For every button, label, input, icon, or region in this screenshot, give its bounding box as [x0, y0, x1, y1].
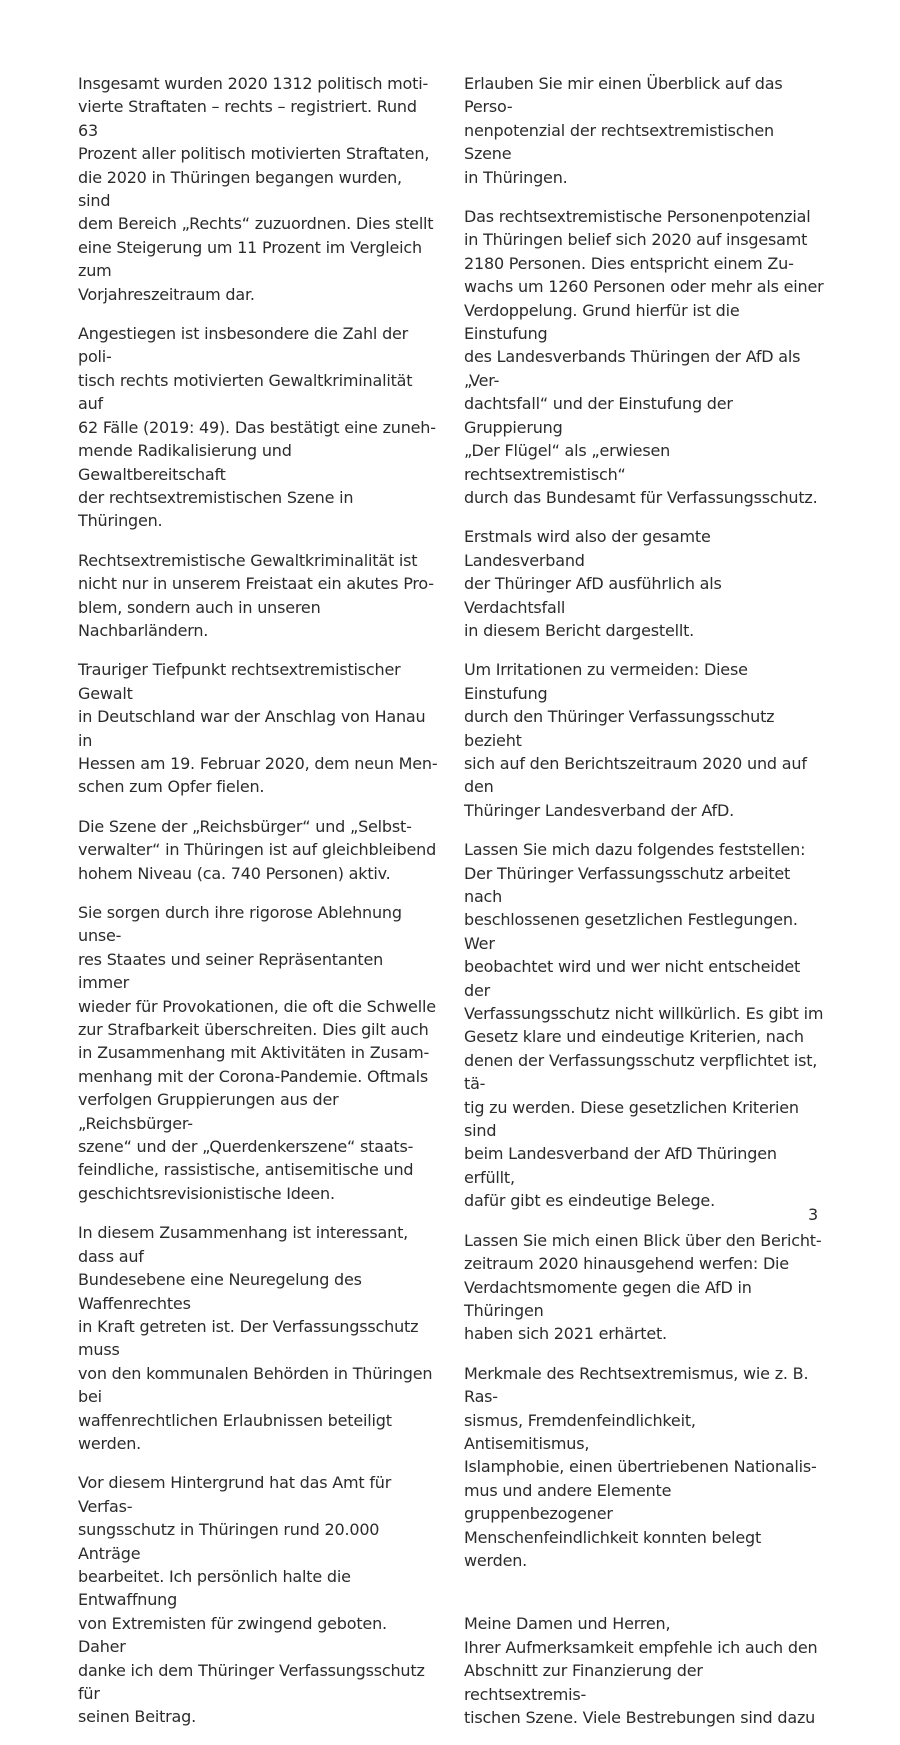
left-column — [78, 72, 438, 1745]
paragraph-15: Merkmale des Rechtsextremismus, wie z. B. Ras- sismus, Fremdenfeindlichkeit, Antisemitismus, Islamphobie, einen übertriebenen Nationalis- mus und andere Elemente gruppenbezogener Menschenfeindlichkeit konnten belegt werden. — [464, 1363, 817, 1570]
paragraph-10: Das rechtsextremistische Personenpotenzial in Thüringen belief sich 2020 auf insgesamt 2180 Personen. Dies entspricht einem Zu- wachs um 1260 Personen oder mehr als einer Verdoppelung. Grund hierfür ist die Einstufung des Landesverbands Thüringen der AfD als „Ver- dachtsfall“ und der Einstufung der Gruppierung „Der Flügel“ als „erwiesen rechtsextremistisch“ durch das Bundesamt für Verfassungsschutz. — [464, 207, 824, 507]
paragraph-3: Rechtsextremistische Gewaltkriminalität ist nicht nur in unserem Freistaat ein akutes Pro- blem, sondern auch in unseren Nachbarländern. — [78, 550, 434, 640]
paragraph-16: Meine Damen und Herren, Ihrer Aufmerksamkeit empfehle ich auch den Abschnitt zur Finanzierung der rechtsextremis- tischen Szene. Viele Bestrebungen sind dazu — [464, 1614, 818, 1727]
paragraph-6: Sie sorgen durch ihre rigorose Ablehnung unse- res Staates und seiner Repräsentanten immer wieder für Provokationen, die oft die Schwelle zur Strafbarkeit überschreiten. Dies gilt auch in Zusammenhang mit Aktivitäten in Zusam- menhang mit der Corona-Pandemie. Oftmals verfolgen Gruppierungen aus der „Reichsbürger- szene“ und der „Querdenkerszene“ staats- feindliche, rassistische, antisemitische und geschichtsrevisionistische Ideen. — [78, 903, 436, 1203]
paragraph-12: Um Irritationen zu vermeiden: Diese Einstufung durch den Thüringer Verfassungsschutz bezieht sich auf den Berichtszeitraum 2020 und auf den Thüringer Landesverband der AfD. — [464, 660, 807, 820]
paragraph-13: Lassen Sie mich dazu folgendes feststellen: Der Thüringer Verfassungsschutz arbeitet nach beschlossenen gesetzlichen Festlegungen. Wer beobachtet wird und wer nicht entscheidet der Verfassungsschutz nicht willkürlich. Es gibt im Gesetz klare und eindeutige Kriterien, nach denen der Verfassungsschutz verpflichtet ist, tä- tig zu werden. Diese gesetzlichen Kriterien sind beim Landesverband der AfD Thüringen erfüllt, dafür gibt es eindeutige Belege. — [464, 840, 824, 1211]
right-column — [464, 72, 824, 1745]
paragraph-5: Die Szene der „Reichsbürger“ und „Selbst- verwalter“ in Thüringen ist auf gleichbleibend hohem Niveau (ca. 740 Personen) aktiv. — [78, 816, 437, 883]
paragraph-7: In diesem Zusammenhang ist interessant, dass auf Bundesebene eine Neuregelung des Waffenrechtes in Kraft getreten ist. Der Verfassungsschutz muss von den kommunalen Behörden in Thüringen bei waffenrechtlichen Erlaubnissen beteiligt werden. — [78, 1223, 433, 1453]
paragraph-14: Lassen Sie mich einen Blick über den Bericht- zeitraum 2020 hinausgehend werfen: Die Verdachtsmomente gegen die AfD in Thüringen haben sich 2021 erhärtet. — [464, 1230, 822, 1344]
paragraph-1: Insgesamt wurden 2020 1312 politisch moti- vierte Straftaten – rechts – registriert. Rund 63 Prozent aller politisch motivierten Straftaten, die 2020 in Thüringen begangen wurden, sind dem Bereich „Rechts“ zuzuordnen. Dies stellt eine Steigerung um 11 Prozent im Vergleich zum Vorjahreszeitraum dar. — [78, 74, 434, 304]
paragraph-4: Trauriger Tiefpunkt rechtsextremistischer Gewalt in Deutschland war der Anschlag von Hanau in Hessen am 19. Februar 2020, dem neun Men- schen zum Opfer fielen. — [78, 660, 438, 797]
paragraph-8: Vor diesem Hintergrund hat das Amt für Verfas- sungsschutz in Thüringen rund 20.000 Anträge bearbeitet. Ich persönlich halte die Entwaffnung von Extremisten für zwingend geboten. Daher danke ich dem Thüringer Verfassungsschutz für seinen Beitrag. — [78, 1473, 425, 1727]
paragraph-9: Erlauben Sie mir einen Überblick auf das Perso- nenpotenzial der rechtsextremistischen Szene in Thüringen. — [464, 74, 783, 187]
paragraph-11: Erstmals wird also der gesamte Landesverband der Thüringer AfD ausführlich als Verdachtsfall in diesem Bericht dargestellt. — [464, 527, 722, 640]
page-number: 3 — [808, 1205, 819, 1224]
paragraph-2: Angestiegen ist insbesondere die Zahl der poli- tisch rechts motivierten Gewaltkriminalität auf 62 Fälle (2019: 49). Das bestätigt eine zuneh- mende Radikalisierung und Gewaltbereitschaft der rechtsextremistischen Szene in Thüringen. — [78, 324, 436, 531]
